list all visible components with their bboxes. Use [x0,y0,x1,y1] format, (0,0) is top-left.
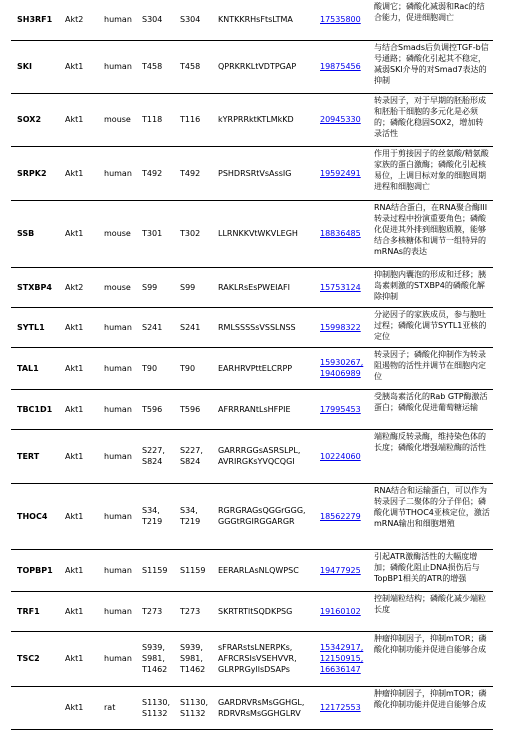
motif-sequence-line: RMLSSSSsVSSLNSS [218,322,296,332]
site-mapped [178,483,216,549]
function-note: 转录因子；磷酸化抑制作为转录阻遏物的活性并调节在细胞内定位 [370,347,493,389]
motif-sequence-line: sFRARstsLNERPKs, [218,643,293,652]
species: human [102,483,140,549]
kinase: Akt1 [63,686,102,729]
motif-sequence [216,549,318,591]
species: mouse [102,200,140,267]
site-original-line: T301 [142,229,163,238]
pubmed-link-line[interactable]: 19592491 [320,168,361,178]
site-original-line: T1462 [142,665,168,674]
motif-sequence-line: LLRNKKVtWKVLEGH [218,229,298,238]
site-mapped-line: S981, [180,654,203,663]
site-original-line: S1159 [142,565,168,575]
site-mapped [178,686,216,729]
gene-symbol: SSB [11,200,63,267]
site-original [140,93,178,146]
site-mapped-line: T273 [180,606,201,616]
site-mapped-line: S1130, [180,697,208,707]
pubmed-link [318,483,370,549]
table-row [11,0,493,40]
site-original-line: S227, [142,446,165,455]
kinase: Akt1 [63,389,102,429]
kinase: Akt2 [63,0,102,40]
pubmed-link-line[interactable]: 10224060 [320,451,361,461]
kinase: Akt1 [63,200,102,267]
pubmed-link [318,389,370,429]
site-original-line: T458 [142,62,163,71]
table-row [11,429,493,483]
kinase: Akt1 [63,591,102,631]
pubmed-link-line[interactable]: 15930267, [320,358,364,367]
species: human [102,631,140,686]
motif-sequence-line: GGGtRGIRGGARGR [218,517,295,526]
site-mapped-line: S824 [180,457,201,466]
gene-symbol: TRF1 [11,591,63,631]
motif-sequence-line: RAKLRsEsPWEIAFI [218,282,290,292]
site-original-line: T118 [142,115,163,124]
species: human [102,389,140,429]
pubmed-link-line[interactable]: 19406989 [320,369,361,378]
motif-sequence [216,686,318,729]
pubmed-link-line[interactable]: 17995453 [320,404,361,414]
motif-sequence-line: GARDRVRsMsGGHGL, [218,697,305,707]
table-row [11,631,493,686]
pubmed-link-line[interactable]: 19160102 [320,606,361,616]
site-original [140,591,178,631]
function-note: 作用于剪接因子的丝氨酸/精氨酸家族的蛋白激酶；磷酸化引起核易位，上调目标对象的细胞周期进程和细胞凋亡 [370,146,493,200]
table-row [11,93,493,146]
motif-sequence [216,0,318,40]
site-mapped-line: S241 [180,322,201,332]
site-mapped [178,146,216,200]
table-row [11,307,493,347]
site-original [140,0,178,40]
pubmed-link-line[interactable]: 16636147 [320,665,361,674]
pubmed-link-line[interactable]: 20945330 [320,115,361,124]
gene-symbol: THOC4 [11,483,63,549]
pubmed-link [318,686,370,729]
site-mapped-line: T302 [180,229,201,238]
site-original-line: T219 [142,517,163,526]
pubmed-link [318,591,370,631]
motif-sequence [216,389,318,429]
motif-sequence [216,429,318,483]
species: rat [102,686,140,729]
function-note: 受胰岛素活化的Rab GTP酶激活蛋白；磷酸化促进葡萄糖运输 [370,389,493,429]
species: human [102,146,140,200]
function-note: 控制端粒结构；磷酸化减少端粒长度 [370,591,493,631]
site-mapped [178,347,216,389]
motif-sequence [216,146,318,200]
pubmed-link-line[interactable]: 17535800 [320,15,361,25]
motif-sequence [216,307,318,347]
pubmed-link-line[interactable]: 15998322 [320,322,361,332]
site-original [140,146,178,200]
site-mapped-line: S1132 [180,708,206,718]
pubmed-link [318,267,370,307]
site-original [140,347,178,389]
motif-sequence-line: KNTKKRHsFtsLTMA [218,15,293,25]
kinase: Akt2 [63,267,102,307]
species: human [102,40,140,93]
motif-sequence [216,200,318,267]
site-mapped-line: T1462 [180,665,206,674]
site-original [140,307,178,347]
motif-sequence-line: SKRTRTltSQDKPSG [218,606,293,616]
site-mapped-line: S939, [180,643,203,652]
table-row [11,347,493,389]
site-original-line: T273 [142,606,163,616]
pubmed-link [318,146,370,200]
site-mapped-line: T116 [180,115,201,124]
pubmed-link [318,631,370,686]
site-mapped [178,429,216,483]
site-original-line: T90 [142,363,158,373]
species: human [102,347,140,389]
site-original-line: S981, [142,654,165,663]
site-mapped-line: T596 [180,404,201,414]
species: human [102,549,140,591]
function-note: 肿瘤抑制因子，抑制mTOR；磷酸化抑制功能并促进自能够合成 [370,631,493,686]
gene-symbol: TERT [11,429,63,483]
pubmed-link [318,93,370,146]
kinase: Akt1 [63,347,102,389]
kinase: Akt1 [63,429,102,483]
motif-sequence-line: PSHDRSRtVsAssIG [218,168,292,178]
motif-sequence-line: QPRKRKLtVDTPGAP [218,62,297,71]
site-mapped-line: S227, [180,446,203,455]
kinase: Akt1 [63,483,102,549]
site-original [140,389,178,429]
pubmed-link-line[interactable]: 19875456 [320,62,361,71]
site-mapped-line: T458 [180,62,201,71]
site-mapped-line: S1159 [180,565,206,575]
site-mapped-line: T219 [180,517,201,526]
gene-symbol: SYTL1 [11,307,63,347]
pubmed-link [318,200,370,267]
site-original [140,631,178,686]
pubmed-link-line[interactable]: 15342917, [320,643,364,652]
pubmed-link-line[interactable]: 18562279 [320,511,361,521]
motif-sequence-line: AFRRRANtLsHFPIE [218,404,291,414]
site-mapped [178,40,216,93]
pubmed-link-line[interactable]: 15753124 [320,282,361,292]
motif-sequence [216,267,318,307]
kinase: Akt1 [63,549,102,591]
motif-sequence-line: RGRGRAGsQGGrGGG, [218,506,306,515]
species: human [102,591,140,631]
table-row [11,200,493,267]
function-note: 端粒酶反转录酶，维持染色体的长度；磷酸化增强端粒酶的活性 [370,429,493,483]
gene-symbol: SRPK2 [11,146,63,200]
gene-symbol: SOX2 [11,93,63,146]
site-original [140,549,178,591]
motif-sequence [216,631,318,686]
site-mapped-line: T90 [180,363,196,373]
species: mouse [102,267,140,307]
function-note: 转录因子，对于早期的胚胎形成和胚胎干细胞的多元化是必须的；磷酸化稳固SOX2，增加转录活性 [370,93,493,146]
pubmed-link [318,429,370,483]
gene-symbol: TOPBP1 [11,549,63,591]
species: mouse [102,93,140,146]
site-mapped-line: S99 [180,282,196,292]
site-original [140,686,178,729]
site-original-line: S241 [142,322,163,332]
kinase: Akt1 [63,40,102,93]
site-original [140,429,178,483]
site-mapped [178,389,216,429]
site-original [140,483,178,549]
table-row [11,686,493,729]
species: human [102,0,140,40]
site-mapped [178,93,216,146]
site-mapped-line: S304 [180,15,201,25]
function-note: 抑制胞内囊泡的形成和迁移；胰岛素刺激的STXBP4的磷酸化解除抑制 [370,267,493,307]
table-row [11,40,493,93]
function-note: RNA结合蛋白，在RNA聚合酶III转录过程中扮演重要角色；磷酸化促进其外排到细胞质膜，能够结合多核糖体和调节一组特异的mRNAs的表达 [370,200,493,267]
site-original-line: S34, [142,506,160,515]
motif-sequence [216,347,318,389]
function-note: 与结合Smads后负调控TGF-b信号通路；磷酸化引起其不稳定，减弱SKI介导的对Smad7表达的抑制 [370,40,493,93]
kinase: Akt1 [63,307,102,347]
gene-symbol: SKI [11,40,63,93]
site-original-line: S824 [142,457,163,466]
site-mapped [178,631,216,686]
motif-sequence-line: GARRRGGsASRSLPL, [218,446,301,455]
function-note: 分泌因子的家族成员，参与胞吐过程；磷酸化调节SYTL1亚核的定位 [370,307,493,347]
site-mapped [178,549,216,591]
pubmed-link-line[interactable]: 19477925 [320,565,361,575]
table-body [11,0,493,729]
pubmed-link [318,40,370,93]
pubmed-link [318,0,370,40]
site-mapped [178,591,216,631]
function-note: 肿瘤抑制因子，抑制mTOR；磷酸化抑制功能并促进自能够合成 [370,686,493,729]
pubmed-link-line[interactable]: 12150915, [320,654,364,663]
species: human [102,307,140,347]
table-row [11,483,493,549]
site-original [140,40,178,93]
site-original-line: T596 [142,404,163,414]
motif-sequence-line: AFRCRSIsVSEHVVR, [218,654,297,663]
kinase: Akt1 [63,631,102,686]
site-original [140,200,178,267]
motif-sequence-line: EERARLAsNLQWPSC [218,565,299,575]
motif-sequence-line: EARHRVPttELCRPP [218,363,293,373]
function-note: 酸调它；磷酸化减弱和Rac的结合能力，促进细胞凋亡 [370,0,493,40]
pubmed-link-line[interactable]: 18836485 [320,229,361,238]
motif-sequence [216,93,318,146]
function-note: 引起ATR激酶活性的大幅度增加；磷酸化阻止DNA损伤后与TopBP1相关的ATR的增强 [370,549,493,591]
kinase: Akt1 [63,146,102,200]
table-row [11,591,493,631]
site-mapped [178,0,216,40]
site-mapped-line: T492 [180,168,201,178]
pubmed-link [318,347,370,389]
motif-sequence [216,591,318,631]
function-note: RNA结合和运输蛋白，可以作为转录因子二聚体的分子伴侣；磷酸化调节THOC4亚核定位，激活mRNA输出和细胞增殖 [370,483,493,549]
gene-symbol: TSC2 [11,631,63,686]
gene-symbol: SH3RF1 [11,0,63,40]
site-original [140,267,178,307]
pubmed-link-line[interactable]: 12172553 [320,703,361,712]
motif-sequence-line: RDRVRsMsGGHGLRV [218,708,301,718]
site-original-line: S1130, [142,697,170,707]
site-mapped [178,200,216,267]
motif-sequence-line: GLRPRGyllsDSAPs [218,665,290,674]
table-row [11,146,493,200]
site-mapped-line: S34, [180,506,198,515]
gene-symbol [11,686,63,729]
site-original-line: S99 [142,282,158,292]
gene-symbol: STXBP4 [11,267,63,307]
pubmed-link [318,307,370,347]
species: human [102,429,140,483]
site-original-line: S939, [142,643,165,652]
pubmed-link [318,549,370,591]
table-row [11,549,493,591]
motif-sequence-line: AVRIRGKsYVQCQGI [218,457,295,466]
site-mapped [178,267,216,307]
motif-sequence [216,483,318,549]
site-mapped [178,307,216,347]
motif-sequence-line: kYRPRRktKTLMkKD [218,115,294,124]
gene-symbol: TAL1 [11,347,63,389]
table-row [11,389,493,429]
gene-symbol: TBC1D1 [11,389,63,429]
motif-sequence [216,40,318,93]
akt-substrate-table [11,0,493,730]
site-original-line: T492 [142,168,163,178]
site-original-line: S1132 [142,708,168,718]
site-original-line: S304 [142,15,163,25]
kinase: Akt1 [63,93,102,146]
table-row [11,267,493,307]
